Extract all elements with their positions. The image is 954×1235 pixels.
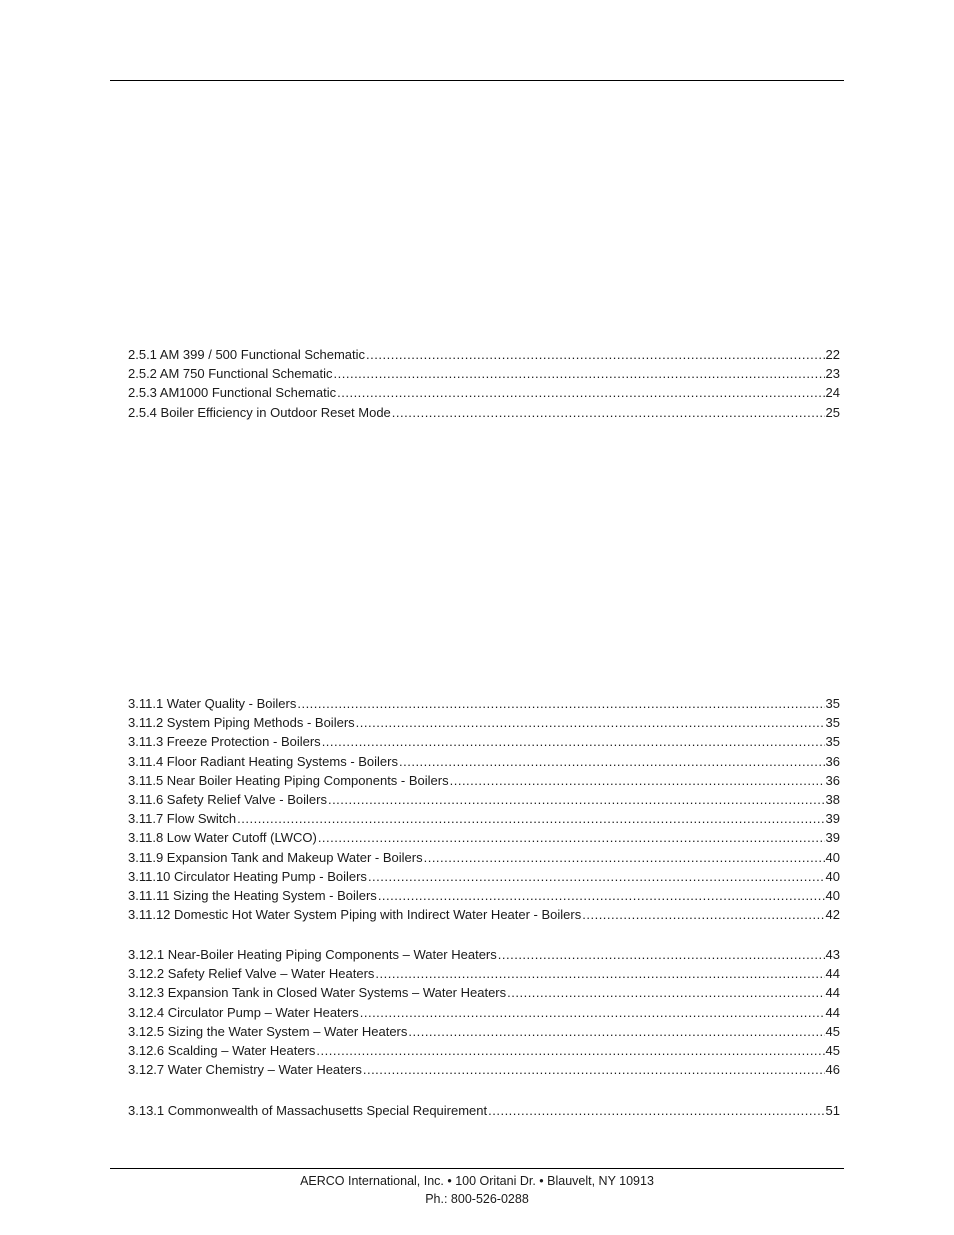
toc-entry-page: 45: [825, 1042, 840, 1058]
toc-dot-leader: [297, 694, 824, 713]
toc-entry-title: 2.5.2 AM 750 Functional Schematic: [128, 366, 333, 382]
toc-dot-leader: [399, 752, 825, 771]
toc-entry[interactable]: [128, 1041, 840, 1060]
toc-entry-title: 3.12.3 Expansion Tank in Closed Water Systems – Water Heaters: [128, 985, 507, 1001]
toc-entry-page: 51: [825, 1103, 840, 1118]
toc-entry[interactable]: [128, 1022, 840, 1041]
toc-dot-leader: [582, 905, 824, 924]
toc-entry[interactable]: [128, 732, 840, 751]
toc-dot-leader: [337, 383, 824, 402]
toc-entry-page: 36: [825, 753, 840, 769]
toc-entry-title: 3.12.4 Circulator Pump – Water Heaters: [128, 1004, 359, 1020]
toc-entry[interactable]: [128, 1060, 840, 1079]
toc-entry-title: 3.11.4 Floor Radiant Heating Systems - Boilers: [128, 753, 398, 769]
footer-rule: [110, 1168, 844, 1169]
toc-entry-title: 3.11.12 Domestic Hot Water System Piping with Indirect Water Heater - Boilers: [128, 907, 582, 923]
toc-entry-page: 43: [825, 947, 840, 962]
toc-entry-page: 40: [825, 868, 840, 884]
toc-dot-leader: [328, 790, 825, 809]
toc-group-3-12: [128, 945, 840, 1079]
toc-entry-title: 3.11.6 Safety Relief Valve - Boilers: [128, 791, 327, 807]
toc-dot-leader: [363, 1060, 825, 1079]
toc-entry[interactable]: [128, 848, 840, 867]
page-footer: [110, 1172, 844, 1208]
toc-dot-leader: [375, 964, 824, 983]
toc-entry[interactable]: [128, 790, 840, 809]
toc-entry[interactable]: [128, 905, 840, 924]
toc-entry-page: 23: [825, 366, 840, 382]
toc-entry-page: 38: [825, 791, 840, 807]
toc-entry-title: 3.11.11 Sizing the Heating System - Boilers: [128, 887, 377, 903]
toc-dot-leader: [498, 945, 825, 964]
toc-entry-title: 2.5.3 AM1000 Functional Schematic: [128, 385, 337, 401]
footer-address: AERCO International, Inc. • 100 Oritani Dr. • Blauvelt, NY 10913: [300, 1174, 654, 1188]
toc-dot-leader: [360, 1003, 825, 1022]
toc-dot-leader: [366, 345, 825, 364]
toc-dot-leader: [356, 713, 825, 732]
toc-dot-leader: [322, 732, 825, 751]
toc-entry[interactable]: [128, 752, 840, 771]
toc-entry[interactable]: [128, 694, 840, 713]
toc-entry[interactable]: [128, 713, 840, 732]
toc-entry[interactable]: [128, 1003, 840, 1022]
toc-entry-title: 3.11.8 Low Water Cutoff (LWCO): [128, 830, 317, 846]
toc-entry-page: 24: [825, 385, 840, 401]
toc-entry-page: 44: [825, 985, 840, 1001]
toc-entry[interactable]: [128, 403, 840, 422]
toc-group-2-5: [128, 345, 840, 422]
toc-entry[interactable]: [128, 828, 840, 847]
toc-entry-page: 22: [825, 347, 840, 362]
toc-entry[interactable]: [128, 1101, 840, 1120]
toc-group-3-11: [128, 694, 840, 924]
toc-entry-title: 3.11.5 Near Boiler Heating Piping Components - Boilers: [128, 772, 449, 788]
toc-entry[interactable]: [128, 383, 840, 402]
toc-entry-title: 3.11.1 Water Quality - Boilers: [128, 696, 297, 711]
toc-dot-leader: [378, 886, 825, 905]
toc-entry-title: 2.5.1 AM 399 / 500 Functional Schematic: [128, 347, 366, 362]
toc-dot-leader: [368, 867, 825, 886]
toc-group-3-13: [128, 1101, 840, 1120]
toc-dot-leader: [450, 771, 825, 790]
toc-entry[interactable]: [128, 886, 840, 905]
toc-entry-page: 44: [825, 966, 840, 982]
toc-entry-title: 3.13.1 Commonwealth of Massachusetts Special Requirement: [128, 1103, 488, 1118]
toc-entry-title: 3.12.6 Scalding – Water Heaters: [128, 1042, 316, 1058]
toc-dot-leader: [237, 809, 824, 828]
toc-dot-leader: [488, 1101, 824, 1120]
toc-entry[interactable]: [128, 964, 840, 983]
toc-entry-page: 36: [825, 772, 840, 788]
toc-entry[interactable]: [128, 364, 840, 383]
toc-entry-page: 45: [825, 1023, 840, 1039]
toc-entry-title: 3.12.2 Safety Relief Valve – Water Heaters: [128, 966, 375, 982]
toc-entry[interactable]: [128, 945, 840, 964]
footer-phone: Ph.: 800-526-0288: [425, 1192, 529, 1206]
toc-entry-page: 42: [825, 907, 840, 923]
toc-entry-title: 2.5.4 Boiler Efficiency in Outdoor Reset Mode: [128, 404, 391, 420]
toc-entry-title: 3.12.5 Sizing the Water System – Water Heaters: [128, 1023, 408, 1039]
toc-entry-page: 25: [825, 404, 840, 420]
toc-entry-page: 44: [825, 1004, 840, 1020]
toc-entry-title: 3.11.3 Freeze Protection - Boilers: [128, 734, 321, 750]
toc-entry-title: 3.12.7 Water Chemistry – Water Heaters: [128, 1062, 362, 1078]
header-rule: [110, 80, 844, 81]
toc-dot-leader: [334, 364, 825, 383]
toc-entry-page: 40: [825, 887, 840, 903]
toc-entry-page: 39: [825, 811, 840, 827]
toc-entry-page: 35: [825, 734, 840, 750]
toc-dot-leader: [507, 983, 824, 1002]
toc-entry[interactable]: [128, 771, 840, 790]
toc-entry-page: 40: [825, 849, 840, 865]
toc-entry[interactable]: [128, 809, 840, 828]
toc-dot-leader: [408, 1022, 824, 1041]
toc-entry-title: 3.11.2 System Piping Methods - Boilers: [128, 715, 355, 731]
toc-entry-title: 3.12.1 Near-Boiler Heating Piping Components – Water Heaters: [128, 947, 497, 962]
toc-entry-title: 3.11.9 Expansion Tank and Makeup Water - Boilers: [128, 849, 423, 865]
toc-dot-leader: [316, 1041, 824, 1060]
toc-dot-leader: [318, 828, 825, 847]
toc-entry-page: 35: [825, 696, 840, 711]
toc-dot-leader: [392, 403, 825, 422]
toc-entry-page: 39: [825, 830, 840, 846]
toc-entry[interactable]: [128, 867, 840, 886]
toc-entry[interactable]: [128, 983, 840, 1002]
toc-entry[interactable]: [128, 345, 840, 364]
toc-entry-page: 46: [825, 1062, 840, 1078]
toc-entry-title: 3.11.7 Flow Switch: [128, 811, 237, 827]
toc-entry-page: 35: [825, 715, 840, 731]
toc-dot-leader: [424, 848, 825, 867]
toc-entry-title: 3.11.10 Circulator Heating Pump - Boilers: [128, 868, 367, 884]
